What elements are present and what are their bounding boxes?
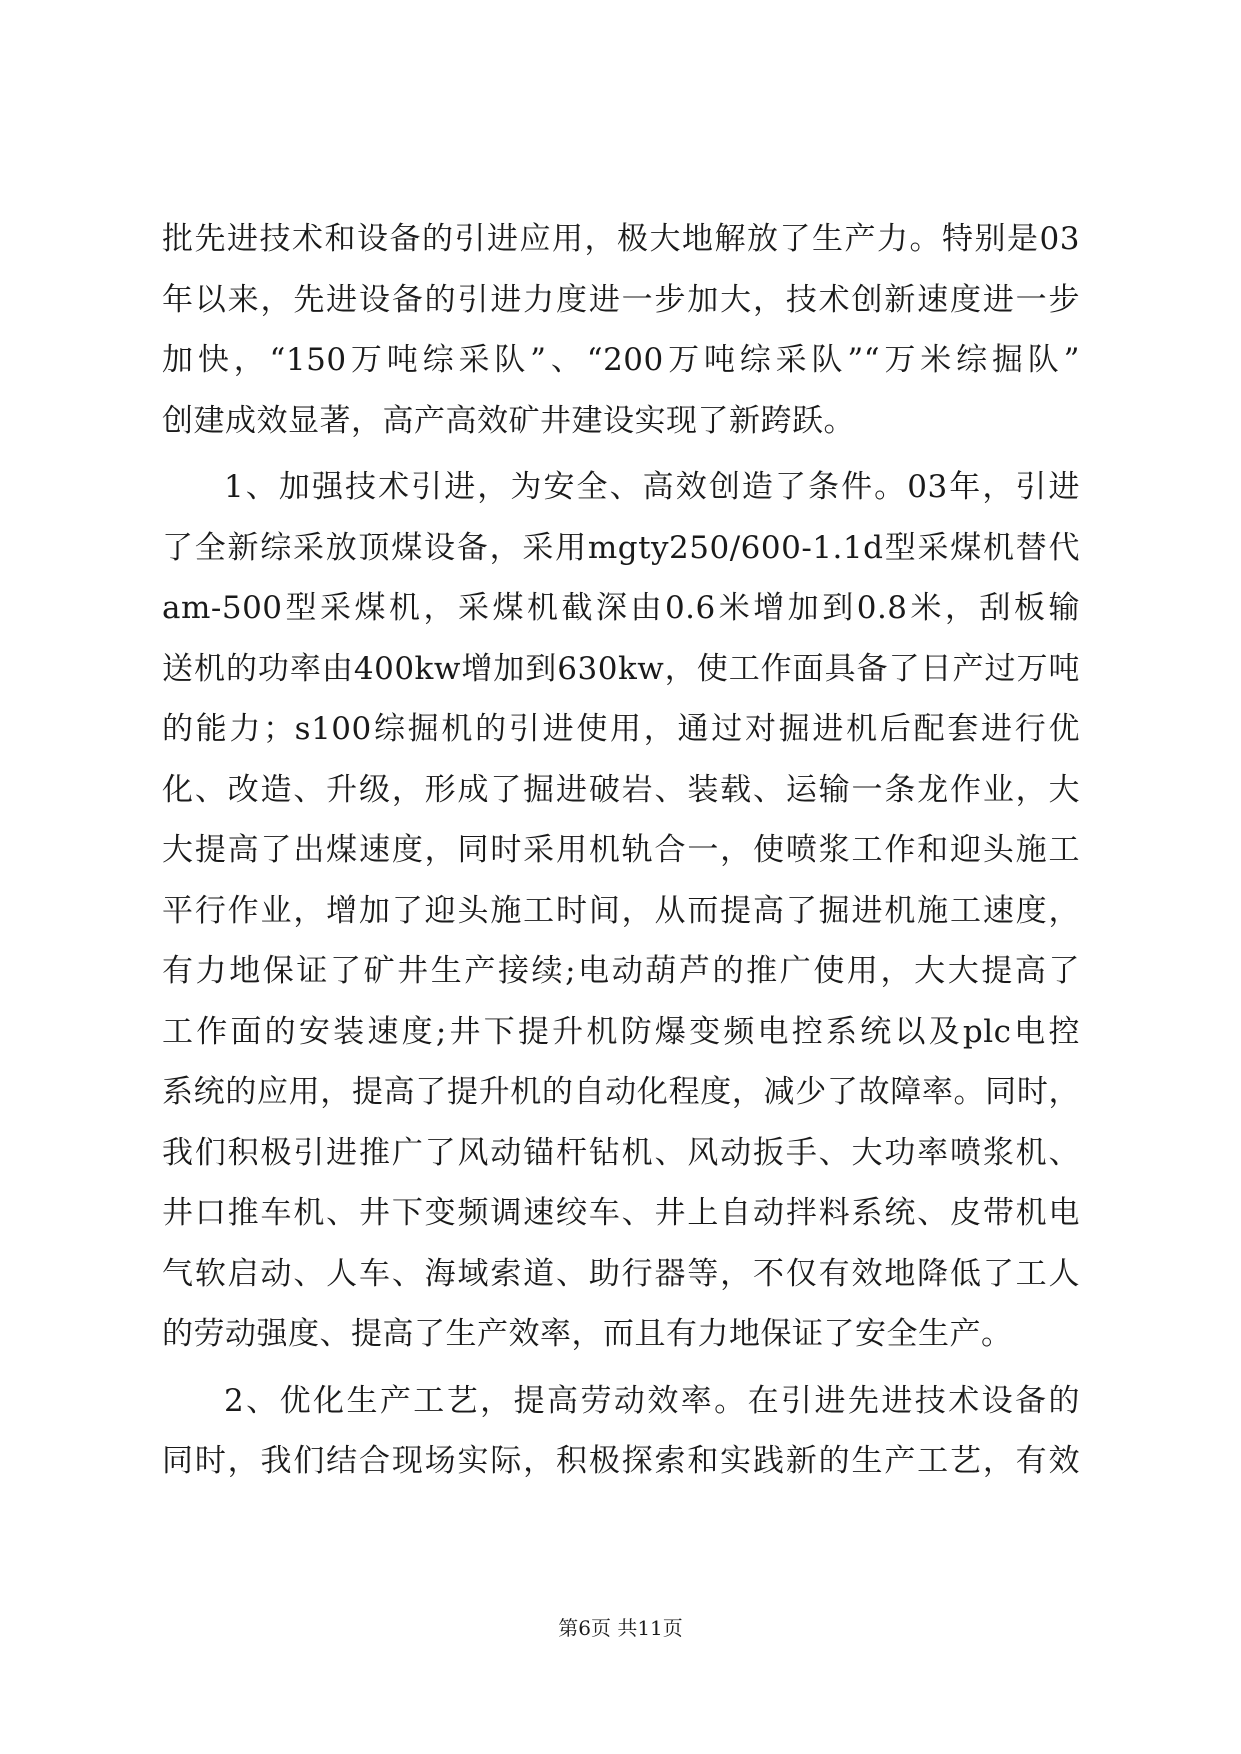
document-body bbox=[162, 209, 1080, 1492]
text-line: 年以来，先进设备的引进力度进一步加大，技术创新速度进一步 bbox=[162, 281, 1080, 318]
text-line: 大提高了出煤速度，同时采用机轨合一，使喷浆工作和迎头施工 bbox=[162, 832, 1080, 868]
text-line: 同时，我们结合现场实际，积极探索和实践新的生产工艺，有效 bbox=[162, 1443, 1080, 1479]
text-line: 系统的应用，提高了提升机的自动化程度，减少了故障率。同时， bbox=[162, 1074, 1080, 1110]
text-line: 气软启动、人车、海域索道、助行器等，不仅有效地降低了工人 bbox=[162, 1255, 1080, 1292]
text-line: am-500型采煤机，采煤机截深由0.6米增加到0.8米，刮板输 bbox=[162, 590, 1080, 626]
text-line: 井口推车机、井下变频调速绞车、井上自动拌料系统、皮带机电 bbox=[162, 1195, 1080, 1231]
text-line: 工作面的安装速度;井下提升机防爆变频电控系统以及plc电控 bbox=[162, 1013, 1080, 1050]
text-line: 化、改造、升级，形成了掘进破岩、装载、运输一条龙作业，大 bbox=[162, 771, 1080, 808]
text-line: 2、优化生产工艺，提高劳动效率。在引进先进技术设备的 bbox=[224, 1382, 1080, 1419]
text-line: 了全新综采放顶煤设备，采用mgty250/600-1.1d型采煤机替代 bbox=[162, 529, 1080, 566]
paragraph bbox=[162, 209, 1080, 451]
page-number-footer: 第6页 共11页 bbox=[558, 1616, 683, 1640]
text-line: 1、加强技术引进，为安全、高效创造了条件。03年，引进 bbox=[224, 469, 1080, 505]
text-line: 我们积极引进推广了风动锚杆钻机、风动扳手、大功率喷浆机、 bbox=[162, 1134, 1080, 1171]
text-line: 批先进技术和设备的引进应用，极大地解放了生产力。特别是03 bbox=[162, 221, 1080, 257]
text-line: 的能力；s100综掘机的引进使用，通过对掘进机后配套进行优 bbox=[162, 711, 1080, 747]
paragraph bbox=[162, 457, 1080, 1365]
text-line: 的劳动强度、提高了生产效率，而且有力地保证了安全生产。 bbox=[162, 1316, 1013, 1352]
text-line: 有力地保证了矿井生产接续;电动葫芦的推广使用，大大提高了 bbox=[162, 953, 1080, 989]
text-line: 送机的功率由400kw增加到630kw，使工作面具备了日产过万吨 bbox=[162, 650, 1080, 687]
text-line: 创建成效显著，高产高效矿井建设实现了新跨跃。 bbox=[162, 402, 855, 439]
text-line: 平行作业，增加了迎头施工时间，从而提高了掘进机施工速度， bbox=[162, 892, 1080, 929]
paragraph bbox=[162, 1371, 1080, 1492]
text-line: 加快，“150万吨综采队”、“200万吨综采队”“万米综掘队” bbox=[162, 342, 1080, 378]
